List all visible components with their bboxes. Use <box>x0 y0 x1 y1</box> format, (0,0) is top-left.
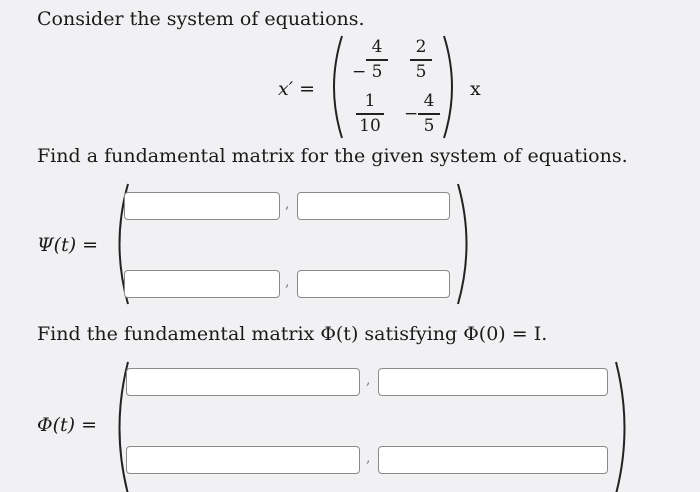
phi-entry-11-input[interactable] <box>126 368 360 396</box>
phi-label: Φ(t) = <box>37 414 97 436</box>
phi-entry-22-input[interactable] <box>378 446 608 474</box>
psi-right-paren <box>452 182 478 306</box>
a22-den: 5 <box>423 115 435 136</box>
a21-num: 1 <box>364 91 376 111</box>
psi-row1-comma: , <box>285 196 290 212</box>
equation-rhs-variable: x <box>470 78 481 100</box>
matrix-entry-a22 <box>418 92 440 136</box>
question1-prompt: Find a fundamental matrix for the given system of equations. <box>37 145 628 167</box>
phi-entry-12-input[interactable] <box>378 368 608 396</box>
matrix-entry-a21 <box>356 92 384 136</box>
psi-entry-22-input[interactable] <box>297 270 450 298</box>
phi-entry-21-input[interactable] <box>126 446 360 474</box>
equation-lhs: x′ = <box>278 78 315 100</box>
matrix-entry-a12 <box>410 38 432 82</box>
psi-entry-12-input[interactable] <box>297 192 450 220</box>
a21-den: 10 <box>359 115 381 136</box>
a12-num: 2 <box>415 37 427 57</box>
a22-num: 4 <box>423 91 435 111</box>
phi-right-paren <box>610 360 636 492</box>
a11-den: 5 <box>371 61 383 82</box>
a11-num: 4 <box>371 37 383 57</box>
matrix-entry-a11 <box>366 38 388 82</box>
psi-row2-comma: , <box>285 274 290 290</box>
psi-entry-21-input[interactable] <box>124 270 280 298</box>
a12-den: 5 <box>415 61 427 82</box>
matrix-right-paren <box>438 34 464 140</box>
a11-sign: − <box>352 62 367 82</box>
phi-row1-comma: , <box>366 372 371 388</box>
psi-label: Ψ(t) = <box>37 234 99 256</box>
a22-sign: − <box>404 104 419 124</box>
intro-text: Consider the system of equations. <box>37 8 365 30</box>
psi-entry-11-input[interactable] <box>124 192 280 220</box>
matrix-left-paren <box>322 34 348 140</box>
question2-prompt: Find the fundamental matrix Φ(t) satisfying Φ(0) = I. <box>37 323 548 345</box>
phi-row2-comma: , <box>366 450 371 466</box>
